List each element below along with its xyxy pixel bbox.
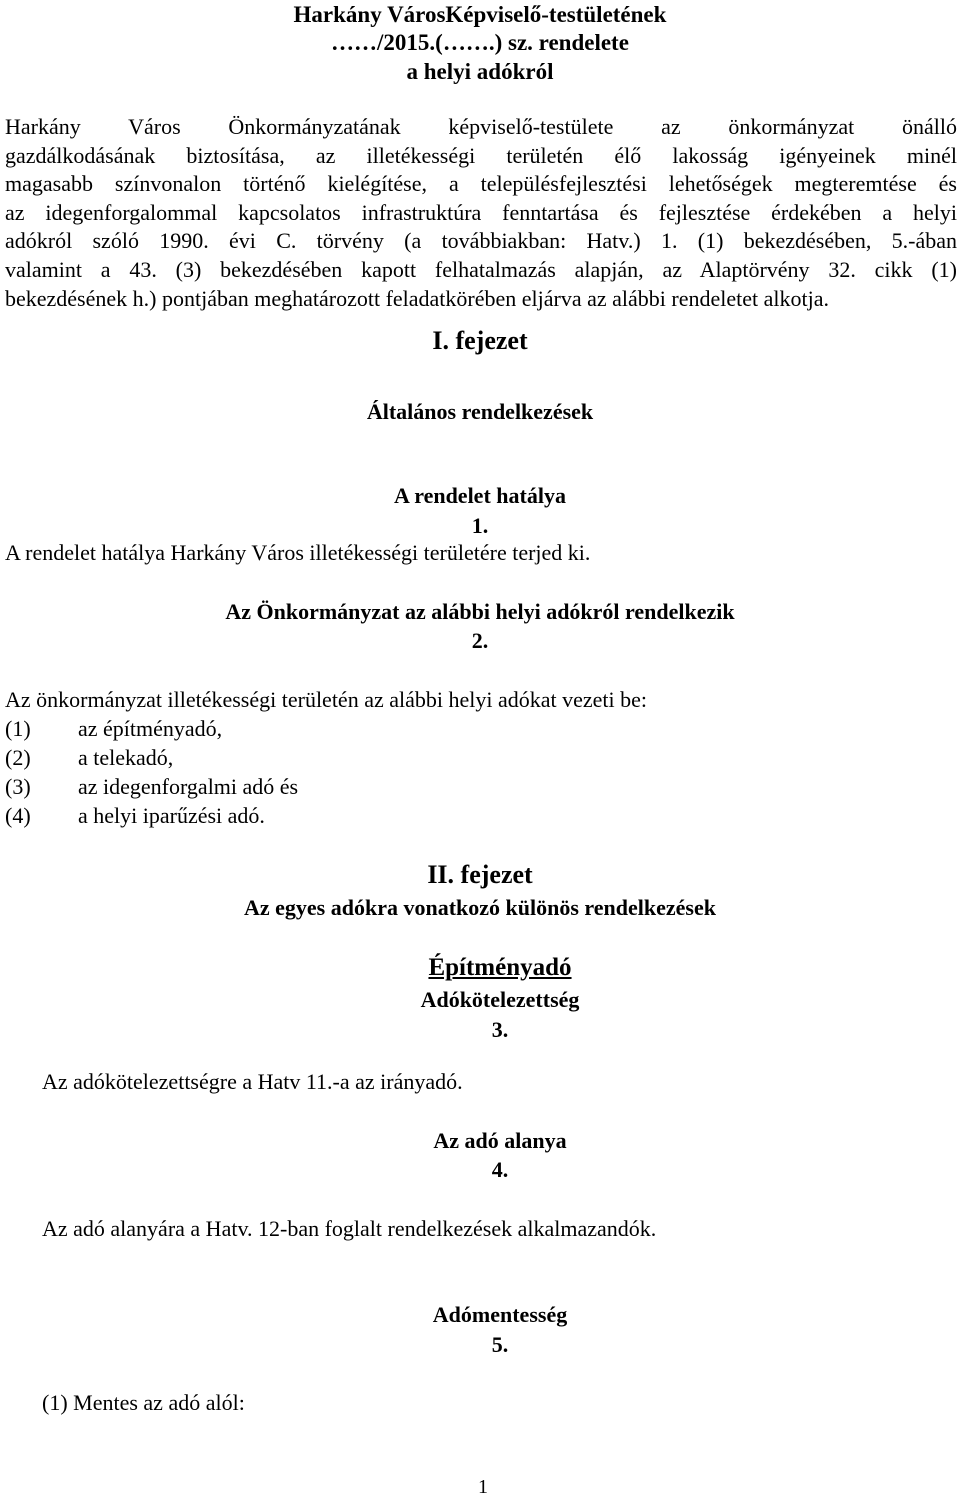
tax-list	[5, 714, 298, 830]
page-number: 1	[478, 1476, 488, 1498]
section-3-number: 3.	[491, 1017, 509, 1042]
section-5-heading: Adómentesség	[432, 1302, 568, 1327]
list-item	[5, 714, 298, 743]
list-item-number: (3)	[5, 774, 31, 799]
section-1-number: 1.	[471, 513, 489, 538]
epitmenyado-title: Építményadó	[428, 954, 572, 981]
preamble-line: adókról szóló 1990. évi C. törvény (a továbbiakban: Hatv.) 1. (1) bekezdésében, 5.-ában	[5, 228, 957, 254]
chapter-2-subtitle: Az egyes adókra vonatkozó különös rendelkezések	[244, 895, 716, 920]
list-item-text: a telekadó,	[78, 745, 174, 770]
section-1-heading: A rendelet hatálya	[394, 483, 566, 508]
section-4-heading: Az adó alanya	[433, 1128, 567, 1153]
section-2-intro: Az önkormányzat illetékességi területén az alábbi helyi adókat vezeti be:	[5, 687, 648, 712]
preamble-line: Harkány Város Önkormányzatának képviselő-testülete az önkormányzat önálló	[5, 114, 957, 139]
chapter-2-title: II. fejezet	[427, 860, 533, 889]
preamble-line: bekezdésének h.) pontjában meghatározott feladatkörében eljárva az alábbi rendeletet alkotja.	[5, 285, 829, 311]
section-3-text: Az adókötelezettségre a Hatv 11.-a az irányadó.	[42, 1069, 463, 1094]
preamble-line: gazdálkodásának biztosítása, az illetékességi területén élő lakosság igényeinek minél	[5, 142, 957, 168]
list-item-text: az idegenforgalmi adó és	[78, 774, 299, 799]
preamble-line: magasabb színvonalon történő kielégítése, a településfejlesztési lehetőségek megteremtése és	[5, 171, 957, 197]
list-item-number: (1)	[5, 716, 31, 741]
list-item	[5, 801, 298, 830]
chapter-1-title: I. fejezet	[432, 326, 528, 355]
section-1-text: A rendelet hatálya Harkány Város illetékességi területére terjed ki.	[5, 540, 591, 565]
preamble-paragraph	[5, 113, 957, 313]
list-item	[5, 743, 298, 772]
ordinance-issuer: Harkány VárosKépviselő-testületének	[293, 2, 667, 27]
adokotelezettseg-heading: Adókötelezettség	[420, 987, 580, 1012]
list-item-text: a helyi iparűzési adó.	[78, 803, 265, 828]
list-item-text: az építményadó,	[78, 716, 223, 741]
section-2-heading: Az Önkormányzat az alábbi helyi adókról rendelkezik	[225, 599, 735, 624]
section-4-text: Az adó alanyára a Hatv. 12-ban foglalt rendelkezések alkalmazandók.	[42, 1216, 657, 1241]
section-4-number: 4.	[491, 1157, 509, 1182]
list-item	[5, 772, 298, 801]
section-5-text: (1) Mentes az adó alól:	[42, 1390, 245, 1415]
ordinance-number: ……/2015.(…….) sz. rendelete	[331, 30, 629, 55]
preamble-line: valamint a 43. (3) bekezdésében kapott felhatalmazás alapján, az Alaptörvény 32. cikk (1)	[5, 256, 957, 282]
ordinance-subject: a helyi adókról	[406, 59, 554, 84]
preamble-line: az idegenforgalommal kapcsolatos infrastruktúra fenntartása és fejlesztése érdekében a helyi	[5, 199, 957, 225]
chapter-1-subtitle: Általános rendelkezések	[366, 399, 594, 424]
list-item-number: (4)	[5, 803, 31, 828]
section-5-number: 5.	[491, 1332, 509, 1357]
section-2-number: 2.	[471, 628, 489, 653]
list-item-number: (2)	[5, 745, 31, 770]
